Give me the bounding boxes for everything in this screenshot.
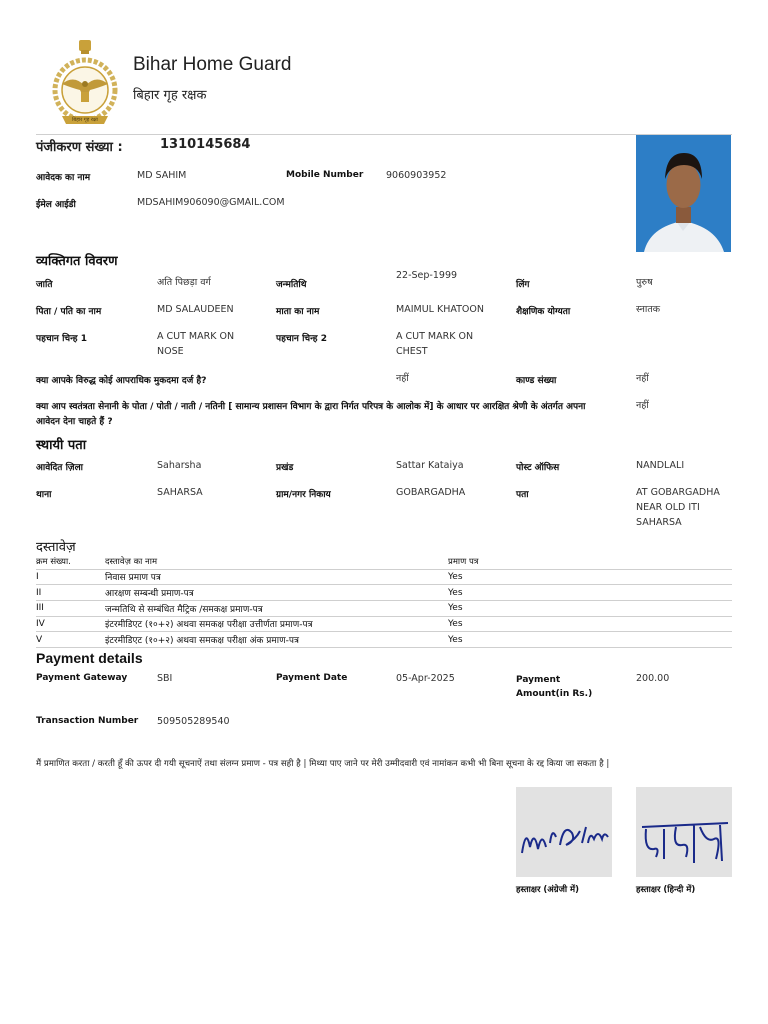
- declaration-text: मैं प्रमाणित करता / करती हूँ की ऊपर दी गयी सूचनाऐं तथा संलग्न प्रमाण - पत्र सही है | मिथ्या पाए जाने पर मेरी उम्मीदवारी एवं नामांकन कभी भी बिना सूचना के रद्द किया जा सकता है |: [36, 759, 610, 769]
- header-divider: [36, 134, 732, 135]
- payment-date-label: Payment Date: [276, 673, 348, 683]
- address-value: AT GOBARGADHA NEAR OLD ITI SAHARSA: [636, 487, 720, 528]
- serial-cell: V: [36, 632, 105, 648]
- documents-heading: दस्तावेज़: [36, 540, 76, 555]
- table-row: [36, 632, 732, 648]
- id-mark-1-value: A CUT MARK ON NOSE: [157, 331, 235, 357]
- dob-value: 22-Sep-1999: [396, 270, 458, 281]
- certificate-cell: Yes: [448, 616, 732, 632]
- mother-label: माता का नाम: [276, 307, 320, 317]
- payment-details-heading: Payment details: [36, 650, 143, 666]
- certificate-cell: Yes: [448, 569, 732, 585]
- post-office-label: पोस्ट ऑफिस: [516, 463, 560, 473]
- district-label: आवेदित ज़िला: [36, 463, 84, 473]
- applicant-photo: [636, 135, 731, 252]
- applicant-name: MD SAHIM: [137, 170, 187, 181]
- criminal-case-question: क्या आपके विरुद्ध कोई आपराधिक मुकदमा दर्ज है?: [36, 376, 207, 386]
- payment-gateway-value: SBI: [157, 673, 173, 684]
- document-cell: निवास प्रमाण पत्र: [105, 569, 448, 585]
- education-label: शैक्षणिक योग्यता: [516, 307, 571, 317]
- document-cell: जन्मतिथि से सम्बंधित मैट्रिक /समकक्ष प्रमाण-पत्र: [105, 600, 448, 616]
- post-office-value: NANDLALI: [636, 460, 685, 471]
- page-title: Bihar Home Guard: [133, 54, 292, 75]
- caste-label: जाति: [36, 280, 53, 290]
- registration-label: पंजीकरण संख्या :: [36, 140, 123, 155]
- mobile-number: 9060903952: [386, 170, 447, 181]
- father-label: पिता / पति का नाम: [36, 307, 102, 317]
- personal-details-heading: व्यक्तिगत विवरण: [36, 254, 118, 269]
- email-value: MDSAHIM906090@GMAIL.COM: [137, 197, 285, 208]
- id-mark-1-label: पहचान चिन्ह 1: [36, 334, 87, 344]
- table-row: [36, 585, 732, 601]
- english-signature-label: हस्ताक्षर (अंग्रेजी में): [516, 885, 580, 895]
- freedom-fighter-answer: नहीं: [636, 400, 649, 411]
- mobile-label: Mobile Number: [286, 170, 364, 180]
- serial-cell: I: [36, 569, 105, 585]
- block-value: Sattar Kataiya: [396, 460, 464, 471]
- education-value: स्नातक: [636, 304, 661, 315]
- table-row: [36, 616, 732, 632]
- email-label: ईमेल आईडी: [36, 200, 76, 210]
- document-cell: इंटरमीडिएट (१०+२) अथवा समकक्ष परीक्षा उत्तीर्णता प्रमाण-पत्र: [105, 616, 448, 632]
- document-cell: आरक्षण सम्बन्धी प्रमाण-पत्र: [105, 585, 448, 601]
- documents-table: [36, 555, 732, 648]
- english-signature-image: [516, 787, 612, 877]
- bihar-home-guard-logo: [48, 38, 122, 128]
- applicant-name-label: आवेदक का नाम: [36, 173, 91, 183]
- column-header-document: दस्तावेज़ का नाम: [105, 555, 448, 569]
- column-header-serial: क्रम संख्या.: [36, 555, 105, 569]
- police-station-value: SAHARSA: [157, 487, 203, 498]
- payment-amount-value: 200.00: [636, 673, 670, 684]
- table-row: [36, 600, 732, 616]
- caste-value: अति पिछड़ा वर्ग: [157, 277, 211, 288]
- certificate-cell: Yes: [448, 585, 732, 601]
- serial-cell: III: [36, 600, 105, 616]
- payment-date-value: 05-Apr-2025: [396, 673, 455, 684]
- payment-gateway-label: Payment Gateway: [36, 673, 128, 683]
- village-label: ग्राम/नगर निकाय: [276, 490, 331, 500]
- hindi-signature-image: [636, 787, 732, 877]
- district-value: Saharsha: [157, 460, 202, 471]
- registration-number: 1310145684: [160, 137, 251, 152]
- freedom-fighter-question: क्या आप स्वतंत्रता सेनानी के पोता / पोती / नाती / नतिनी [ सामान्य प्रशासन विभाग के द्वारा निर्गत परिपत्र के आलोक में] के आधार पर आरक्षित श्रेणी के अंतर्गत अपना आवेदन देना चाहते हैं ?: [36, 402, 586, 427]
- case-number-value: नहीं: [636, 373, 649, 384]
- certificate-cell: Yes: [448, 632, 732, 648]
- police-station-label: थाना: [36, 490, 52, 500]
- village-value: GOBARGADHA: [396, 487, 466, 498]
- id-mark-2-value: A CUT MARK ON CHEST: [396, 331, 474, 357]
- certificate-cell: Yes: [448, 600, 732, 616]
- transaction-number-label: Transaction Number: [36, 716, 139, 726]
- address-label: पता: [516, 490, 529, 500]
- transaction-number-value: 509505289540: [157, 716, 230, 727]
- father-value: MD SALAUDEEN: [157, 304, 234, 315]
- id-mark-2-label: पहचान चिन्ह 2: [276, 334, 327, 344]
- column-header-certificate: प्रमाण पत्र: [448, 555, 732, 569]
- dob-label: जन्मतिथि: [276, 280, 307, 290]
- hindi-signature-label: हस्ताक्षर (हिन्दी में): [636, 885, 696, 895]
- documents-table-header: [36, 555, 732, 569]
- logo-ribbon-text: बिहार गृह रक्षा: [72, 117, 98, 123]
- gender-label: लिंग: [516, 280, 530, 290]
- document-cell: इंटरमीडिएट (१०+२) अथवा समकक्ष परीक्षा अंक प्रमाण-पत्र: [105, 632, 448, 648]
- criminal-case-answer: नहीं: [396, 373, 409, 384]
- serial-cell: II: [36, 585, 105, 601]
- serial-cell: IV: [36, 616, 105, 632]
- mother-value: MAIMUL KHATOON: [396, 304, 484, 315]
- page-subtitle: बिहार गृह रक्षक: [133, 88, 207, 103]
- table-row: [36, 569, 732, 585]
- payment-amount-label: Payment Amount(in Rs.): [516, 675, 593, 699]
- gender-value: पुरुष: [636, 277, 653, 288]
- permanent-address-heading: स्थायी पता: [36, 438, 87, 453]
- case-number-label: काण्ड संख्या: [516, 376, 557, 386]
- block-label: प्रखंड: [276, 463, 294, 473]
